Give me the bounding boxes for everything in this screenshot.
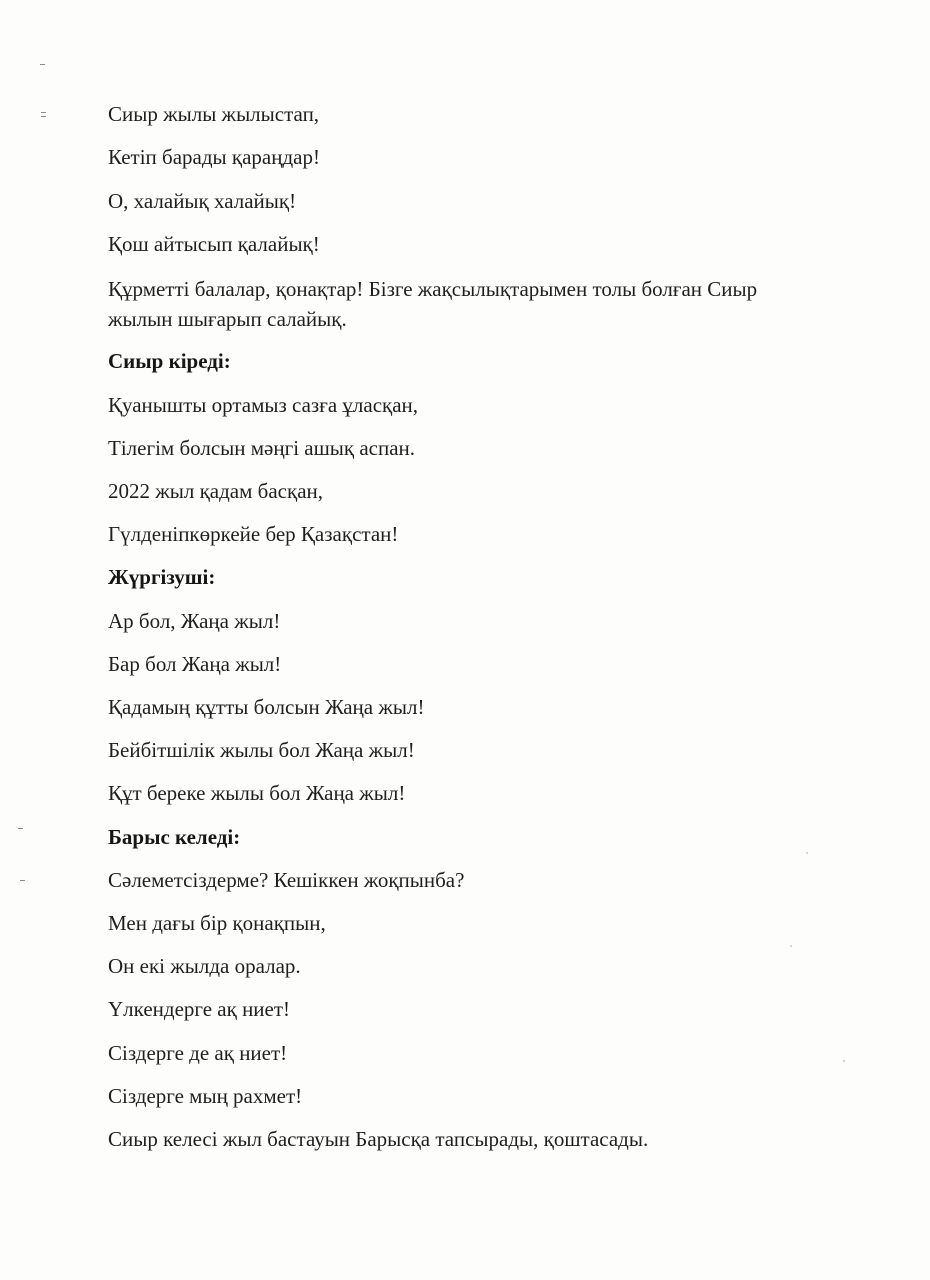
verse-line: Үлкендерге ақ ниет! [108, 997, 291, 1021]
verse-line: О, халайық халайық! [108, 189, 297, 213]
verse-line: Тілегім болсын мәңгі ашық аспан. [108, 436, 416, 460]
scan-mark [18, 828, 23, 829]
scan-mark [41, 112, 46, 113]
verse-line: Мен дағы бір қонақпын, [108, 911, 326, 935]
verse-line: Қадамың құтты болсын Жаңа жыл! [108, 695, 425, 719]
verse-line: Сіздерге мың рахмет! [108, 1084, 303, 1108]
verse-line: Гүлденіпкөркейе бер Қазақстан! [108, 522, 399, 546]
verse-line: Қуанышты ортамыз сазға ұласқан, [108, 393, 419, 417]
verse-line: Ар бол, Жаңа жыл! [108, 609, 281, 633]
scan-speck [790, 945, 792, 947]
verse-line: Сіздерге де ақ ниет! [108, 1041, 288, 1065]
paragraph: Құрметті балалар, қонақтар! Бізге жақсылықтарымен толы болған Сиыр жылын шығарып салайық. [108, 277, 758, 331]
stage-direction: Сиыр келесі жыл бастауын Барысқа тапсырады, қоштасады. [108, 1127, 649, 1151]
verse-line: Құт береке жылы бол Жаңа жыл! [108, 781, 406, 805]
speaker-heading: Жүргізуші: [108, 565, 216, 589]
scan-mark [40, 64, 45, 65]
scan-mark [20, 880, 25, 881]
speaker-heading: Сиыр кіреді: [108, 349, 231, 373]
verse-line: Қош айтысып қалайық! [108, 232, 320, 256]
verse-line: Бар бол Жаңа жыл! [108, 652, 282, 676]
verse-line: 2022 жыл қадам басқан, [108, 479, 324, 503]
scan-speck [806, 852, 808, 854]
scan-mark [41, 116, 46, 117]
verse-line: Сиыр жылы жылыстап, [108, 102, 320, 126]
verse-line: Сәлеметсіздерме? Кешіккен жоқпынба? [108, 868, 465, 892]
scan-speck [843, 1060, 845, 1062]
verse-line: Кетіп барады қараңдар! [108, 145, 320, 169]
verse-line: Он екі жылда оралар. [108, 954, 301, 978]
speaker-heading: Барыс келеді: [108, 825, 241, 849]
verse-line: Бейбітшілік жылы бол Жаңа жыл! [108, 738, 415, 762]
